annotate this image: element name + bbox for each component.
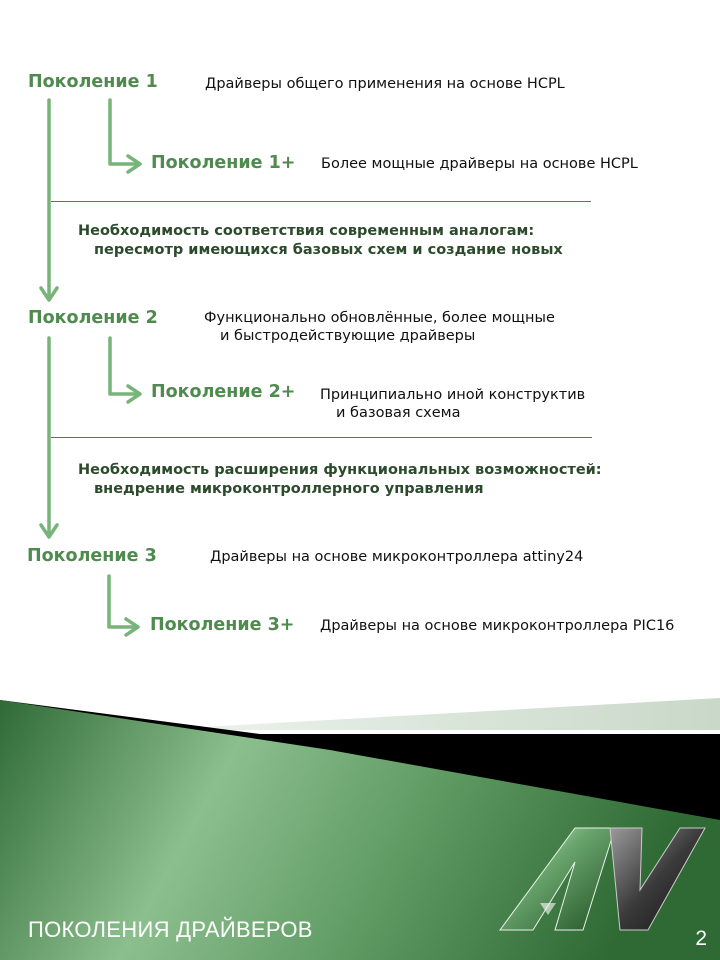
branch-arrow-2 [110,338,138,394]
need-2: Необходимость расширения функциональных возможностей: внедрение микроконтроллерного управления [78,462,602,497]
generation-3plus-description: Драйверы на основе микроконтроллера PIC16 [320,618,675,634]
page-number: 2 [695,927,707,950]
generation-2-label: Поколение 2 [28,308,158,328]
generation-2plus-label: Поколение 2+ [151,382,296,402]
generation-1-label: Поколение 1 [28,72,158,92]
generation-3plus-label: Поколение 3+ [150,615,295,635]
generation-1-description: Драйверы общего применения на основе HCPL [205,76,565,92]
generation-2-description: Функционально обновлённые, более мощные и быстродействующие драйверы [204,310,555,344]
generation-3-description: Драйверы на основе микроконтроллера attiny24 [210,549,584,565]
divider-2 [51,437,592,438]
branch-arrow-1 [110,100,138,164]
generation-2plus-description: Принципиально иной конструктив и базовая схема [320,387,586,421]
divider-1 [51,201,591,202]
generation-1plus-label: Поколение 1+ [151,153,296,173]
slide-title: ПОКОЛЕНИЯ ДРАЙВЕРОВ [28,917,313,942]
branch-arrow-3 [109,576,136,627]
need-1: Необходимость соответствия современным аналогам: пересмотр имеющихся базовых схем и создание новых [78,223,563,258]
generation-3-label: Поколение 3 [27,546,157,566]
footer-light-sliver [150,698,720,730]
generation-1plus-description: Более мощные драйверы на основе HCPL [321,156,638,172]
